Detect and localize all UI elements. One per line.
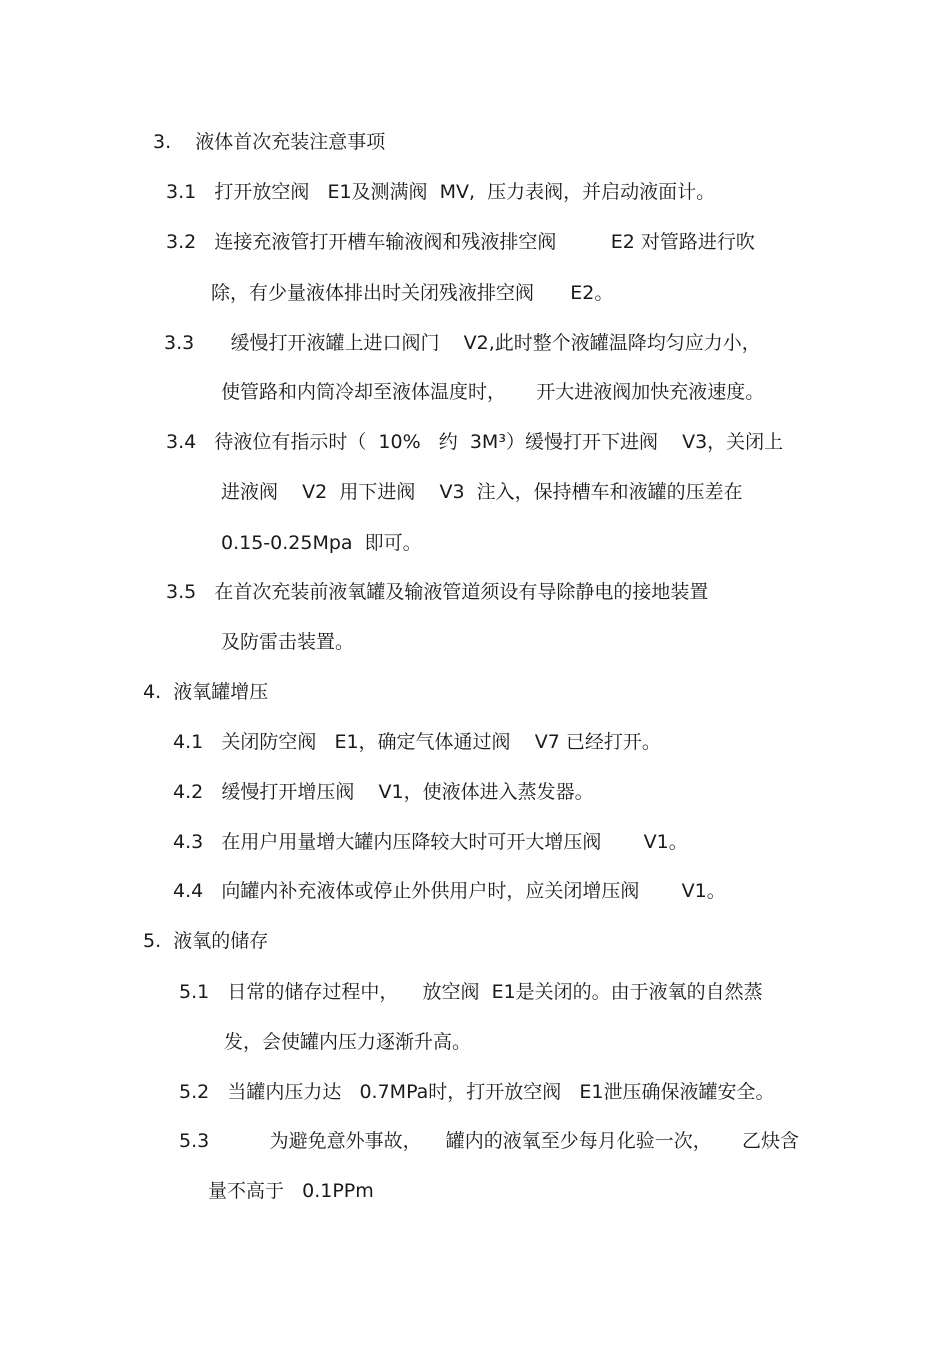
list-item: 4.1 关闭防空阀 E1，确定气体通过阀 V7 已经打开。: [173, 731, 661, 753]
list-item: 5.2 当罐内压力达 0.7MPa时，打开放空阀 E1泄压确保液罐安全。: [179, 1081, 775, 1103]
section-heading: 5. 液氧的储存: [143, 930, 269, 952]
section-heading: 4. 液氧罐增压: [143, 681, 269, 703]
list-item-continuation: 进液阀 V2 用下进阀 V3 注入，保持槽车和液罐的压差在: [221, 481, 743, 503]
list-item: 3.2 连接充液管打开槽车输液阀和残液排空阀 E2 对管路进行吹: [166, 231, 755, 253]
list-item-continuation: 使管路和内筒冷却至液体温度时， 开大进液阀加快充液速度。: [221, 381, 765, 403]
list-item: 4.3 在用户用量增大罐内压降较大时可开大增压阀 V1。: [173, 831, 688, 853]
list-item-continuation: 除，有少量液体排出时关闭残液排空阀 E2。: [211, 282, 614, 304]
list-item-continuation: 及防雷击装置。: [221, 631, 355, 653]
list-item: 3.5 在首次充装前液氧罐及输液管道须设有导除静电的接地装置: [166, 581, 709, 603]
list-item: 5.3 为避免意外事故， 罐内的液氧至少每月化验一次， 乙炔含: [179, 1130, 799, 1152]
list-item-continuation: 量不高于 0.1PPm: [208, 1180, 374, 1202]
list-item: 3.4 待液位有指示时（ 10% 约 3M³）缓慢打开下进阀 V3，关闭上: [166, 431, 784, 453]
list-item: 4.4 向罐内补充液体或停止外供用户时，应关闭增压阀 V1。: [173, 880, 726, 902]
list-item: 5.1 日常的储存过程中， 放空阀 E1是关闭的。由于液氧的自然蒸: [179, 981, 763, 1003]
list-item: 3.1 打开放空阀 E1及测满阀 MV, 压力表阀，并启动液面计。: [166, 181, 716, 203]
section-heading: 3. 液体首次充装注意事项: [153, 131, 386, 153]
list-item-continuation: 发，会使罐内压力逐渐升高。: [224, 1031, 472, 1053]
list-item-continuation: 0.15-0.25Mpa 即可。: [221, 532, 422, 554]
list-item: 4.2 缓慢打开增压阀 V1，使液体进入蒸发器。: [173, 781, 594, 803]
list-item: 3.3 缓慢打开液罐上进口阀门 V2,此时整个液罐温降均匀应力小，: [164, 332, 761, 354]
